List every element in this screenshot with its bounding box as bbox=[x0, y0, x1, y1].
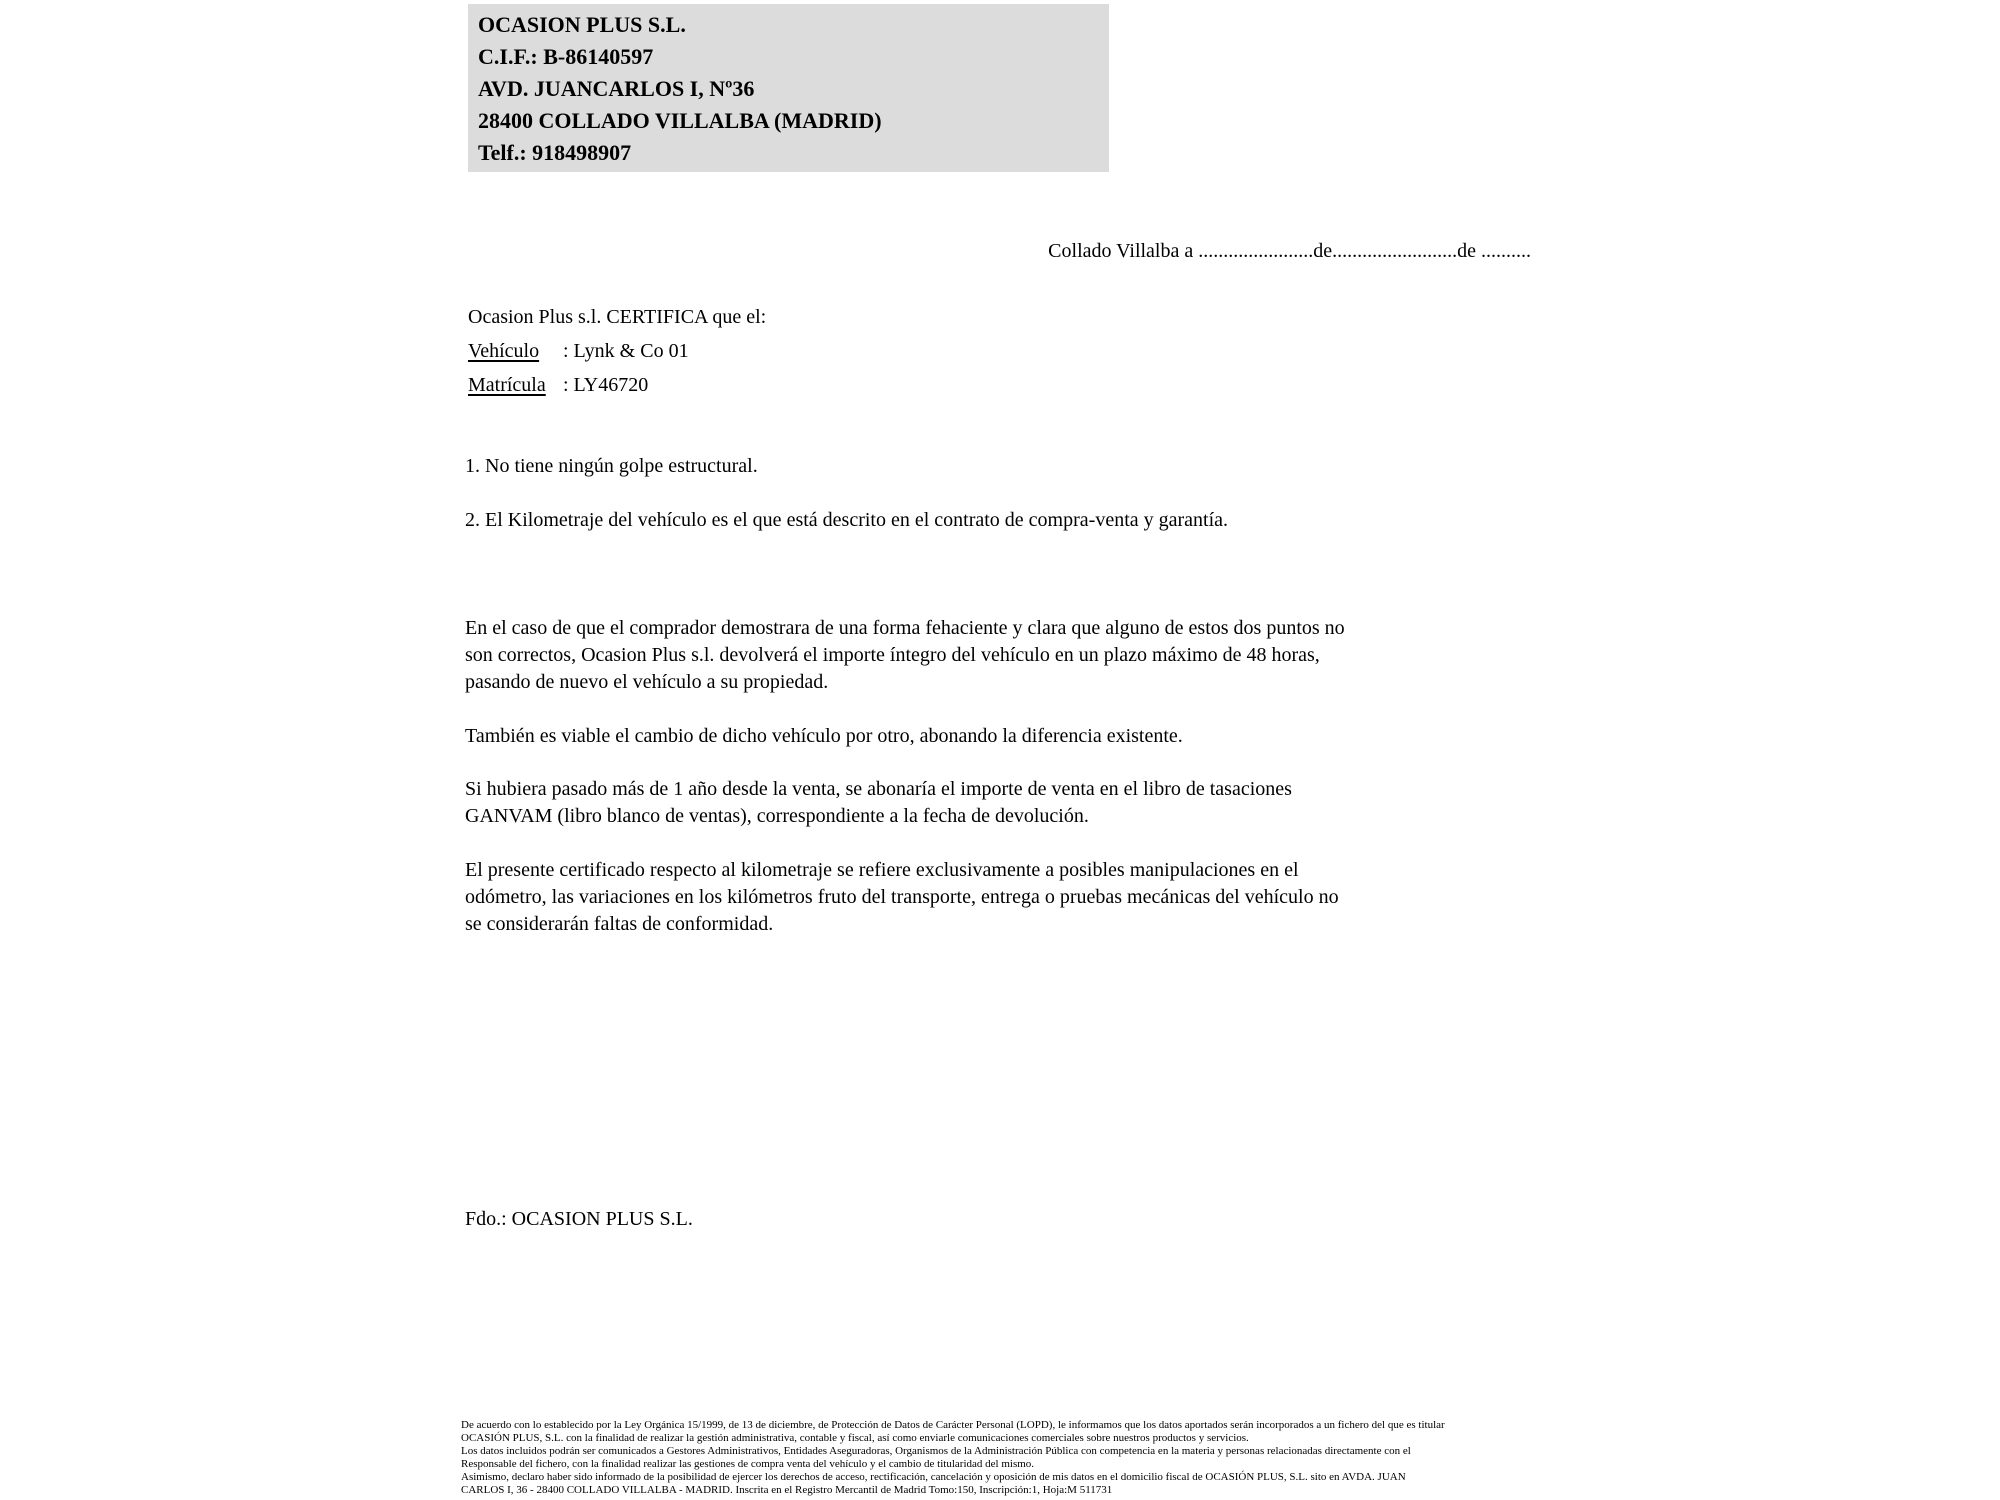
plate-value: : LY46720 bbox=[563, 374, 649, 396]
condition-item-1: 1. No tiene ningún golpe estructural. bbox=[465, 455, 758, 477]
condition-item-2: 2. El Kilometraje del vehículo es el que está descrito en el contrato de compra-venta y garantía. bbox=[465, 509, 1229, 531]
paragraph-line: odómetro, las variaciones en los kilómetros fruto del transporte, entrega o pruebas mecánicas del vehículo no bbox=[465, 886, 1339, 908]
paragraph-line: GANVAM (libro blanco de ventas), correspondiente a la fecha de devolución. bbox=[465, 805, 1089, 827]
legal-footer-line: De acuerdo con lo establecido por la Ley Orgánica 15/1999, de 13 de diciembre, de Protección de Datos de Carácter Personal (LOPD), le informamos que los datos aportados serán incorporados a un fichero del que es titular bbox=[461, 1419, 1445, 1431]
paragraph-line: se considerarán faltas de conformidad. bbox=[465, 913, 774, 935]
plate-row bbox=[468, 368, 766, 402]
company-city: 28400 COLLADO VILLALBA (MADRID) bbox=[478, 108, 882, 133]
company-name: OCASION PLUS S.L. bbox=[478, 12, 686, 37]
legal-footer-line: Los datos incluidos podrán ser comunicados a Gestores Administrativos, Entidades Aseguradoras, Organismos de la Administración Pública con competencia en la materia y personas relacionadas directamente con el bbox=[461, 1445, 1411, 1457]
vehicle-row bbox=[468, 334, 766, 368]
paragraph-line: Si hubiera pasado más de 1 año desde la venta, se abonaría el importe de venta en el libro de tasaciones bbox=[465, 778, 1292, 800]
company-cif: C.I.F.: B-86140597 bbox=[478, 44, 654, 69]
paragraph-line: son correctos, Ocasion Plus s.l. devolverá el importe íntegro del vehículo en un plazo máximo de 48 horas, bbox=[465, 644, 1320, 666]
paragraph-exchange-option bbox=[465, 723, 1183, 750]
company-address: AVD. JUANCARLOS I, Nº36 bbox=[478, 76, 755, 101]
vehicle-label: Vehículo bbox=[468, 340, 540, 362]
company-phone: Telf.: 918498907 bbox=[478, 140, 632, 165]
paragraph-odometer-disclaimer bbox=[465, 857, 1339, 938]
paragraph-line: El presente certificado respecto al kilometraje se refiere exclusivamente a posibles manipulaciones en el bbox=[465, 859, 1299, 881]
legal-footer-line: CARLOS I, 36 - 28400 COLLADO VILLALBA - MADRID. Inscrita en el Registro Mercantil de Madrid Tomo:150, Inscripción:1, Hoja:M 511731 bbox=[461, 1484, 1113, 1496]
certification-block bbox=[468, 300, 766, 402]
vehicle-value: : Lynk & Co 01 bbox=[563, 340, 689, 362]
paragraph-line: pasando de nuevo el vehículo a su propiedad. bbox=[465, 671, 829, 693]
legal-footer-line: OCASIÓN PLUS, S.L. con la finalidad de realizar la gestión administrativa, contable y fiscal, así como enviarle comunicaciones comerciales sobre nuestros productos y servicios. bbox=[461, 1432, 1249, 1444]
signature-line: Fdo.: OCASION PLUS S.L. bbox=[465, 1208, 693, 1230]
paragraph-line: En el caso de que el comprador demostrara de una forma fehaciente y clara que alguno de estos dos puntos no bbox=[465, 617, 1345, 639]
date-fill-in-line: Collado Villalba a .......................de.........................de .......... bbox=[1048, 240, 1531, 262]
paragraph-line: También es viable el cambio de dicho vehículo por otro, abonando la diferencia existente. bbox=[465, 725, 1183, 747]
plate-label: Matrícula bbox=[468, 374, 546, 396]
legal-footer bbox=[461, 1419, 1445, 1497]
legal-footer-line: Responsable del fichero, con la finalidad realizar las gestiones de compra venta del vehículo y el cambio de titularidad del mismo. bbox=[461, 1458, 1035, 1470]
paragraph-ganvam-valuation bbox=[465, 776, 1292, 830]
company-header-block bbox=[468, 4, 1109, 172]
certification-intro: Ocasion Plus s.l. CERTIFICA que el: bbox=[468, 306, 767, 328]
paragraph-refund-policy bbox=[465, 615, 1345, 696]
legal-footer-line: Asimismo, declaro haber sido informado de la posibilidad de ejercer los derechos de acceso, rectificación, cancelación y oposición de mis datos en el domicilio fiscal de OCASIÓN PLUS, S.L. sito en AVDA. JUAN bbox=[461, 1471, 1406, 1483]
